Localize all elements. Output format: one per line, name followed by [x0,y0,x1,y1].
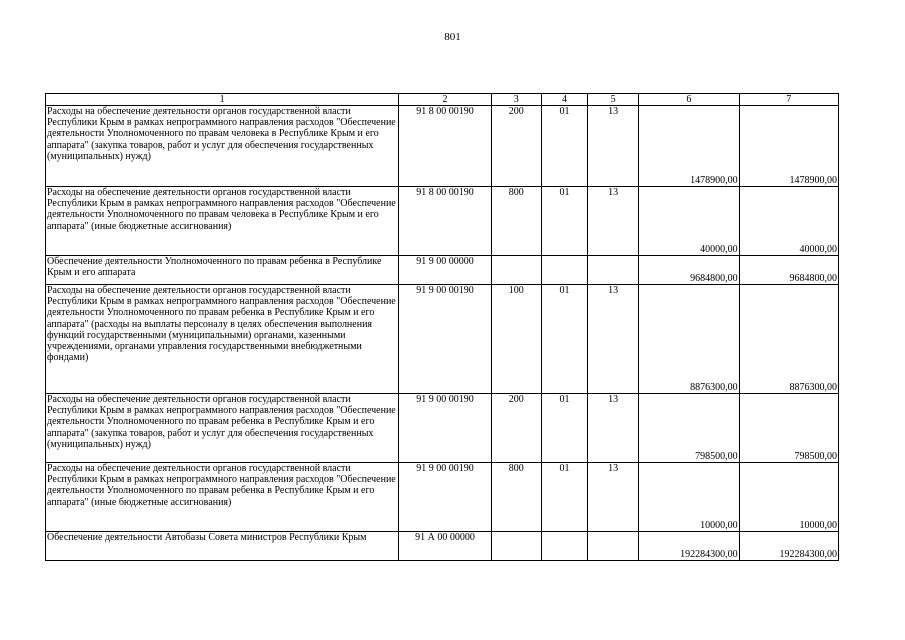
expense-type-cell: 800 [491,463,541,532]
target-code-cell: 91 8 00 00190 [399,106,491,187]
amount-cell: 1478900,00 [639,106,739,187]
amount-cell: 40000,00 [639,187,739,256]
subsection-cell: 13 [588,106,639,187]
expense-type-cell: 200 [491,394,541,463]
target-code-cell: 91 9 00 00000 [399,256,491,285]
column-header: 3 [491,94,541,106]
budget-table [45,93,839,561]
row-name-cell: Расходы на обеспечение деятельности органов государственной власти Республики Крым в рамках непрограммного направления расходов "Обеспечение деятельности Уполномоченного по правам ребенка в Республике Крым и его аппарата" (иные бюджетные ассигнования) [46,463,399,532]
column-header: 2 [399,94,491,106]
table-row [46,285,839,394]
expense-type-cell [491,532,541,561]
column-header: 5 [588,94,639,106]
column-header: 6 [639,94,739,106]
section-cell: 01 [541,285,587,394]
table-row [46,256,839,285]
subsection-cell: 13 [588,463,639,532]
row-name-cell: Расходы на обеспечение деятельности органов государственной власти Республики Крым в рамках непрограммного направления расходов "Обеспечение деятельности Уполномоченного по правам ребенка в Республике Крым и его аппарата" (закупка товаров, работ и услуг для обеспечения государственных (муниципальных) нужд) [46,394,399,463]
subsection-cell: 13 [588,285,639,394]
column-header: 7 [739,94,838,106]
expense-type-cell: 200 [491,106,541,187]
amount-cell: 1478900,00 [739,106,838,187]
column-header: 1 [46,94,399,106]
row-name-cell: Расходы на обеспечение деятельности органов государственной власти Республики Крым в рамках непрограммного направления расходов "Обеспечение деятельности Уполномоченного по правам ребенка в Республике Крым и его аппарата" (расходы на выплаты персоналу в целях обеспечения выполнения функций государственными (муниципальными) органами, казенными учреждениями, органами управления государственными внебюджетными фондами) [46,285,399,394]
page-number: 801 [444,31,461,43]
row-name-cell: Обеспечение деятельности Автобазы Совета министров Республики Крым [46,532,399,561]
amount-cell: 10000,00 [739,463,838,532]
subsection-cell [588,256,639,285]
expense-type-cell: 800 [491,187,541,256]
amount-cell: 192284300,00 [639,532,739,561]
subsection-cell: 13 [588,187,639,256]
amount-cell: 10000,00 [639,463,739,532]
expense-type-cell [491,256,541,285]
target-code-cell: 91 9 00 00190 [399,394,491,463]
amount-cell: 9684800,00 [639,256,739,285]
amount-cell: 798500,00 [739,394,838,463]
table-row [46,394,839,463]
section-cell [541,532,587,561]
table-row [46,187,839,256]
row-name-cell: Расходы на обеспечение деятельности органов государственной власти Республики Крым в рамках непрограммного направления расходов "Обеспечение деятельности Уполномоченного по правам человека в Республике Крым и его аппарата" (закупка товаров, работ и услуг для обеспечения государственных (муниципальных) нужд) [46,106,399,187]
row-name-cell: Расходы на обеспечение деятельности органов государственной власти Республики Крым в рамках непрограммного направления расходов "Обеспечение деятельности Уполномоченного по правам человека в Республике Крым и его аппарата" (иные бюджетные ассигнования) [46,187,399,256]
table-row [46,106,839,187]
subsection-cell: 13 [588,394,639,463]
section-cell: 01 [541,394,587,463]
target-code-cell: 91 8 00 00190 [399,187,491,256]
amount-cell: 192284300,00 [739,532,838,561]
table-row [46,532,839,561]
amount-cell: 798500,00 [639,394,739,463]
section-cell: 01 [541,106,587,187]
amount-cell: 8876300,00 [739,285,838,394]
row-name-cell: Обеспечение деятельности Уполномоченного по правам ребенка в Республике Крым и его аппарата [46,256,399,285]
section-cell [541,256,587,285]
target-code-cell: 91 9 00 00190 [399,285,491,394]
subsection-cell [588,532,639,561]
amount-cell: 8876300,00 [639,285,739,394]
target-code-cell: 91 А 00 00000 [399,532,491,561]
target-code-cell: 91 9 00 00190 [399,463,491,532]
amount-cell: 40000,00 [739,187,838,256]
amount-cell: 9684800,00 [739,256,838,285]
section-cell: 01 [541,187,587,256]
table-row [46,463,839,532]
section-cell: 01 [541,463,587,532]
column-header: 4 [541,94,587,106]
expense-type-cell: 100 [491,285,541,394]
table-header-row [46,94,839,106]
